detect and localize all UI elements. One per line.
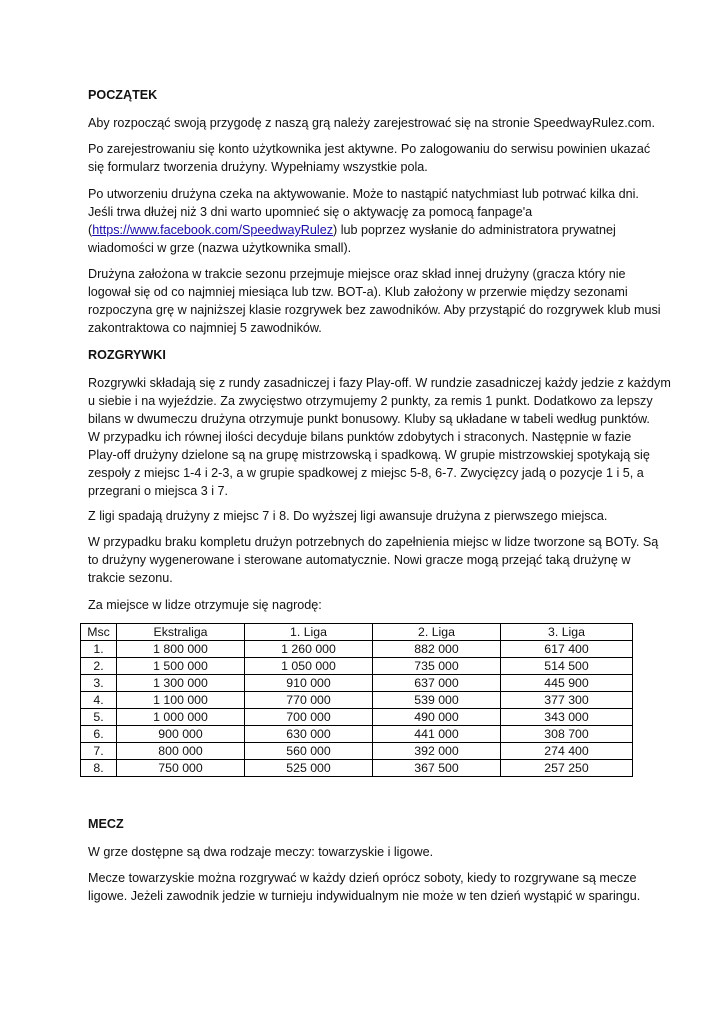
text-line: bilans w dwumeczu drużyna otrzymuje punkt bonusowy. Kluby są układane w tabeli według punktów. <box>88 412 650 426</box>
table-cell: 525 000 <box>245 760 373 777</box>
column-header-1-liga: 1. Liga <box>245 624 373 641</box>
text-line: przegrani o miejsca 3 i 7. <box>88 484 228 498</box>
table-cell: 1 500 000 <box>117 658 245 675</box>
table-cell: 1 300 000 <box>117 675 245 692</box>
table-cell: 8. <box>81 760 117 777</box>
table-row <box>81 658 633 675</box>
table-cell: 1 100 000 <box>117 692 245 709</box>
table-cell: 882 000 <box>373 641 501 658</box>
table-cell: 377 300 <box>501 692 633 709</box>
table-cell: 441 000 <box>373 726 501 743</box>
table-cell: 735 000 <box>373 658 501 675</box>
prize-table <box>80 623 633 777</box>
table-cell: 1 800 000 <box>117 641 245 658</box>
text-line: rozpoczyna grę w najniższej klasie rozgrywek bez zawodników. Aby przystąpić do rozgrywek klub musi <box>88 303 661 317</box>
column-header-ekstraliga: Ekstraliga <box>117 624 245 641</box>
text-line: Play-off drużyny dzielone są na grupę mistrzowską i spadkową. W grupie mistrzowskiej spotykają się <box>88 448 650 462</box>
text-line: u siebie i na wyjeździe. Za zwycięstwo otrzymujemy 2 punkty, za remis 1 punkt. Dodatkowo za lepszy <box>88 394 653 408</box>
table-cell: 3. <box>81 675 117 692</box>
table-cell: 900 000 <box>117 726 245 743</box>
paragraph-bots <box>88 533 659 587</box>
table-cell: 700 000 <box>245 709 373 726</box>
table-cell: 637 000 <box>373 675 501 692</box>
column-header-2-liga: 2. Liga <box>373 624 501 641</box>
paragraph-account-activation <box>88 140 651 176</box>
text-line: zakontraktowa co najmniej 5 zawodników. <box>88 321 322 335</box>
text-line: Aby rozpocząć swoją przygodę z naszą grą należy zarejestrować się na stronie SpeedwayRulez.com. <box>88 116 655 130</box>
table-row <box>81 641 633 658</box>
text-line: to drużyny wygenerowane i sterowane automatycznie. Nowi gracze mogą przejąć taką drużynę w <box>88 553 631 567</box>
table-cell: 1. <box>81 641 117 658</box>
paragraph-prizes-intro <box>88 596 636 614</box>
text-line: logował się od co najmniej miesiąca lub tzw. BOT-a). Klub założony w przerwie między sezonami <box>88 285 628 299</box>
table-cell: 630 000 <box>245 726 373 743</box>
text-line: Mecze towarzyskie można rozgrywać w każdy dzień oprócz soboty, kiedy to rozgrywane są mecze <box>88 871 637 885</box>
table-cell: 343 000 <box>501 709 633 726</box>
text-line <box>88 221 636 239</box>
table-cell: 750 000 <box>117 760 245 777</box>
section-heading-mecz: MECZ <box>88 817 124 831</box>
table-cell: 257 250 <box>501 760 633 777</box>
text-line: W grze dostępne są dwa rodzaje meczy: towarzyskie i ligowe. <box>88 845 434 859</box>
text-line: Jeśli trwa dłużej niż 3 dni warto upomnieć się o aktywację za pomocą fanpage'a <box>88 205 533 219</box>
section-heading-poczatek: POCZĄTEK <box>88 88 158 102</box>
table-cell: 274 400 <box>501 743 633 760</box>
table-cell: 7. <box>81 743 117 760</box>
table-cell: 910 000 <box>245 675 373 692</box>
facebook-fanpage-link[interactable]: https://www.facebook.com/SpeedwayRulez <box>92 223 334 237</box>
table-row <box>81 743 633 760</box>
text-line: wiadomości w grze (nazwa użytkownika small). <box>88 241 352 255</box>
table-cell: 392 000 <box>373 743 501 760</box>
table-cell: 800 000 <box>117 743 245 760</box>
table-row <box>81 675 633 692</box>
table-cell: 367 500 <box>373 760 501 777</box>
column-header-msc: Msc <box>81 624 117 641</box>
paragraph-register <box>88 114 655 132</box>
text-line: trakcie sezonu. <box>88 571 173 585</box>
paragraph-relegation <box>88 507 636 525</box>
table-row <box>81 726 633 743</box>
text-line: zespoły z miejsc 1-4 i 2-3, a w grupie spadkowej z miejsc 5-8, 6-7. Zwycięzcy jadą o pozycje 1 i 5, a <box>88 466 644 480</box>
table-cell: 4. <box>81 692 117 709</box>
table-cell: 770 000 <box>245 692 373 709</box>
table-cell: 490 000 <box>373 709 501 726</box>
text-line: się formularz tworzenia drużyny. Wypełniamy wszystkie pola. <box>88 160 428 174</box>
paragraph-league-rules <box>88 374 671 500</box>
paren-open: ( <box>88 223 93 237</box>
table-cell: 514 500 <box>501 658 633 675</box>
table-cell: 1 050 000 <box>245 658 373 675</box>
table-row <box>81 709 633 726</box>
text-line: Z ligi spadają drużyny z miejsc 7 i 8. Do wyższej ligi awansuje drużyna z pierwszego miejsca. <box>88 509 608 523</box>
text-line: ligowe. Jeżeli zawodnik jedzie w turnieju indywidualnym nie może w ten dzień wystąpić w sparingu. <box>88 889 641 903</box>
paragraph-team-activation <box>88 185 639 257</box>
table-cell: 1 260 000 <box>245 641 373 658</box>
paragraph-match-types <box>88 843 636 861</box>
table-cell: 617 400 <box>501 641 633 658</box>
table-cell: 1 000 000 <box>117 709 245 726</box>
table-cell: 2. <box>81 658 117 675</box>
text-line: W przypadku ich równej ilości decyduje bilans punktów zdobytych i straconych. Następnie w fazie <box>88 430 632 444</box>
table-cell: 308 700 <box>501 726 633 743</box>
table-cell: 5. <box>81 709 117 726</box>
paragraph-mid-season-team <box>88 265 661 337</box>
text-line: Po zarejestrowaniu się konto użytkownika jest aktywne. Po zalogowaniu do serwisu powinien ukazać <box>88 142 651 156</box>
table-cell: 539 000 <box>373 692 501 709</box>
table-row <box>81 760 633 777</box>
text-line: Drużyna założona w trakcie sezonu przejmuje miejsce oraz skład innej drużyny (gracza który nie <box>88 267 626 281</box>
table-cell: 6. <box>81 726 117 743</box>
text-after-link: ) lub poprzez wysłanie do administratora prywatnej <box>333 223 616 237</box>
column-header-3-liga: 3. Liga <box>501 624 633 641</box>
table-header-row <box>81 624 633 641</box>
text-line: W przypadku braku kompletu drużyn potrzebnych do zapełnienia miejsc w lidze tworzone są BOTy. Są <box>88 535 659 549</box>
table-cell: 560 000 <box>245 743 373 760</box>
table-row <box>81 692 633 709</box>
text-line: Za miejsce w lidze otrzymuje się nagrodę: <box>88 598 322 612</box>
section-heading-rozgrywki: ROZGRYWKI <box>88 348 166 362</box>
paragraph-friendly-matches <box>88 869 641 905</box>
table-cell: 445 900 <box>501 675 633 692</box>
text-line: Po utworzeniu drużyna czeka na aktywowanie. Może to nastąpić natychmiast lub potrwać kilka dni. <box>88 187 639 201</box>
text-line: Rozgrywki składają się z rundy zasadniczej i fazy Play-off. W rundzie zasadniczej każdy jedzie z każdym <box>88 376 671 390</box>
